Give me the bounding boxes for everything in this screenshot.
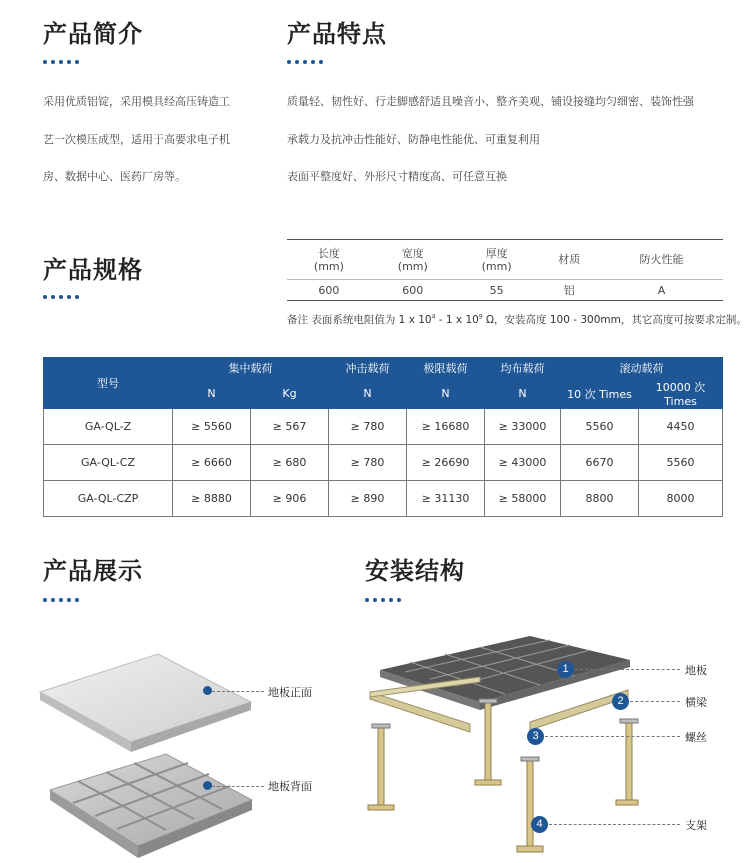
leader-4	[549, 824, 680, 825]
spec-value: 铝	[539, 280, 600, 301]
label-beam: 横梁	[685, 696, 707, 709]
installation-diagram	[360, 632, 640, 860]
cell-model: GA-QL-CZP	[44, 481, 173, 517]
cell: 6670	[561, 445, 639, 481]
cell: ≥ 780	[329, 445, 407, 481]
load-header-row	[44, 358, 723, 379]
spec-header-row	[287, 240, 723, 280]
header-uniform-load: 均布载荷	[485, 358, 561, 379]
header-concentrated-load: 集中载荷	[173, 358, 329, 379]
cell: 8000	[639, 481, 723, 517]
label-screw: 螺丝	[685, 731, 707, 744]
cell: ≥ 8880	[173, 481, 251, 517]
cell: ≥ 31130	[407, 481, 485, 517]
spec-header: 厚度 (mm)	[455, 240, 539, 280]
label-pedestal: 支架	[685, 819, 707, 832]
features-line: 承载力及抗冲击性能好、防静电性能优、可重复利用	[287, 132, 540, 146]
display-title: 产品展示	[43, 557, 143, 585]
features-text	[287, 83, 694, 196]
spec-value: A	[600, 280, 723, 301]
back-marker	[203, 781, 212, 790]
cell: 4450	[639, 409, 723, 445]
display-title-dots	[43, 598, 79, 602]
leader-2	[630, 701, 680, 702]
subheader: 10 次 Times	[561, 379, 639, 409]
marker-4: 4	[531, 816, 548, 833]
spec-value: 600	[371, 280, 455, 301]
marker-3: 3	[527, 728, 544, 745]
table-row	[44, 481, 723, 517]
features-line: 表面平整度好、外形尺寸精度高、可任意互换	[287, 170, 507, 183]
front-leader	[212, 691, 264, 692]
floor-panel-image	[38, 650, 253, 862]
label-panel-back: 地板背面	[268, 780, 312, 793]
spec-table	[287, 239, 723, 301]
cell: ≥ 43000	[485, 445, 561, 481]
intro-title: 产品简介	[43, 20, 143, 48]
subheader: N	[407, 379, 485, 409]
back-leader	[212, 786, 264, 787]
cell: ≥ 567	[251, 409, 329, 445]
marker-2: 2	[612, 693, 629, 710]
cell-model: GA-QL-Z	[44, 409, 173, 445]
table-row	[44, 409, 723, 445]
cell: ≥ 26690	[407, 445, 485, 481]
spec-value-row	[287, 280, 723, 301]
spec-header: 宽度 (mm)	[371, 240, 455, 280]
features-line: 质量轻、韧性好、行走脚感舒适且噪音小、整齐美观、铺设接缝均匀细密、装饰性强	[287, 95, 694, 108]
cell: 5560	[639, 445, 723, 481]
features-title-dots	[287, 60, 323, 64]
label-panel-front: 地板正面	[268, 686, 312, 699]
spec-value: 55	[455, 280, 539, 301]
cell: ≥ 780	[329, 409, 407, 445]
subheader: 10000 次 Times	[639, 379, 723, 409]
header-model: 型号	[44, 358, 173, 409]
leader-1	[575, 669, 680, 670]
cell: ≥ 16680	[407, 409, 485, 445]
spec-header: 防火性能	[600, 240, 723, 280]
spec-title-dots	[43, 295, 79, 299]
subheader: N	[173, 379, 251, 409]
spec-note: 备注 表面系统电阻值为 1 x $10^4 - 1$ x $10^9$ Ω，安装高度 100 - 300mm，其它高度可按要求定制。	[287, 313, 747, 326]
cell: ≥ 33000	[485, 409, 561, 445]
subheader: N	[485, 379, 561, 409]
spec-value: 600	[287, 280, 371, 301]
intro-line: 艺一次模压成型，适用于高要求电子机	[43, 132, 230, 146]
header-rolling-load: 滚动载荷	[561, 358, 723, 379]
spec-header: 长度 (mm)	[287, 240, 371, 280]
intro-line: 房、数据中心、医药厂房等。	[43, 170, 186, 183]
marker-1: 1	[557, 661, 574, 678]
install-title-dots	[365, 598, 401, 602]
spec-title: 产品规格	[43, 256, 143, 284]
cell: ≥ 680	[251, 445, 329, 481]
cell-model: GA-QL-CZ	[44, 445, 173, 481]
cell: ≥ 5560	[173, 409, 251, 445]
intro-title-dots	[43, 60, 79, 64]
cell: ≥ 890	[329, 481, 407, 517]
features-title: 产品特点	[287, 20, 387, 48]
intro-text	[43, 83, 230, 196]
header-impact-load: 冲击载荷	[329, 358, 407, 379]
cell: ≥ 906	[251, 481, 329, 517]
cell: ≥ 58000	[485, 481, 561, 517]
load-table	[43, 357, 723, 517]
cell: 8800	[561, 481, 639, 517]
front-marker	[203, 686, 212, 695]
cell: ≥ 6660	[173, 445, 251, 481]
header-ultimate-load: 极限载荷	[407, 358, 485, 379]
subheader: N	[329, 379, 407, 409]
cell: 5560	[561, 409, 639, 445]
intro-line: 采用优质铝锭，采用模具经高压铸造工	[43, 95, 230, 108]
subheader: Kg	[251, 379, 329, 409]
spec-header: 材质	[539, 240, 600, 280]
leader-3	[545, 736, 680, 737]
install-title: 安装结构	[365, 557, 465, 585]
label-floor-panel: 地板	[685, 664, 707, 677]
table-row	[44, 445, 723, 481]
